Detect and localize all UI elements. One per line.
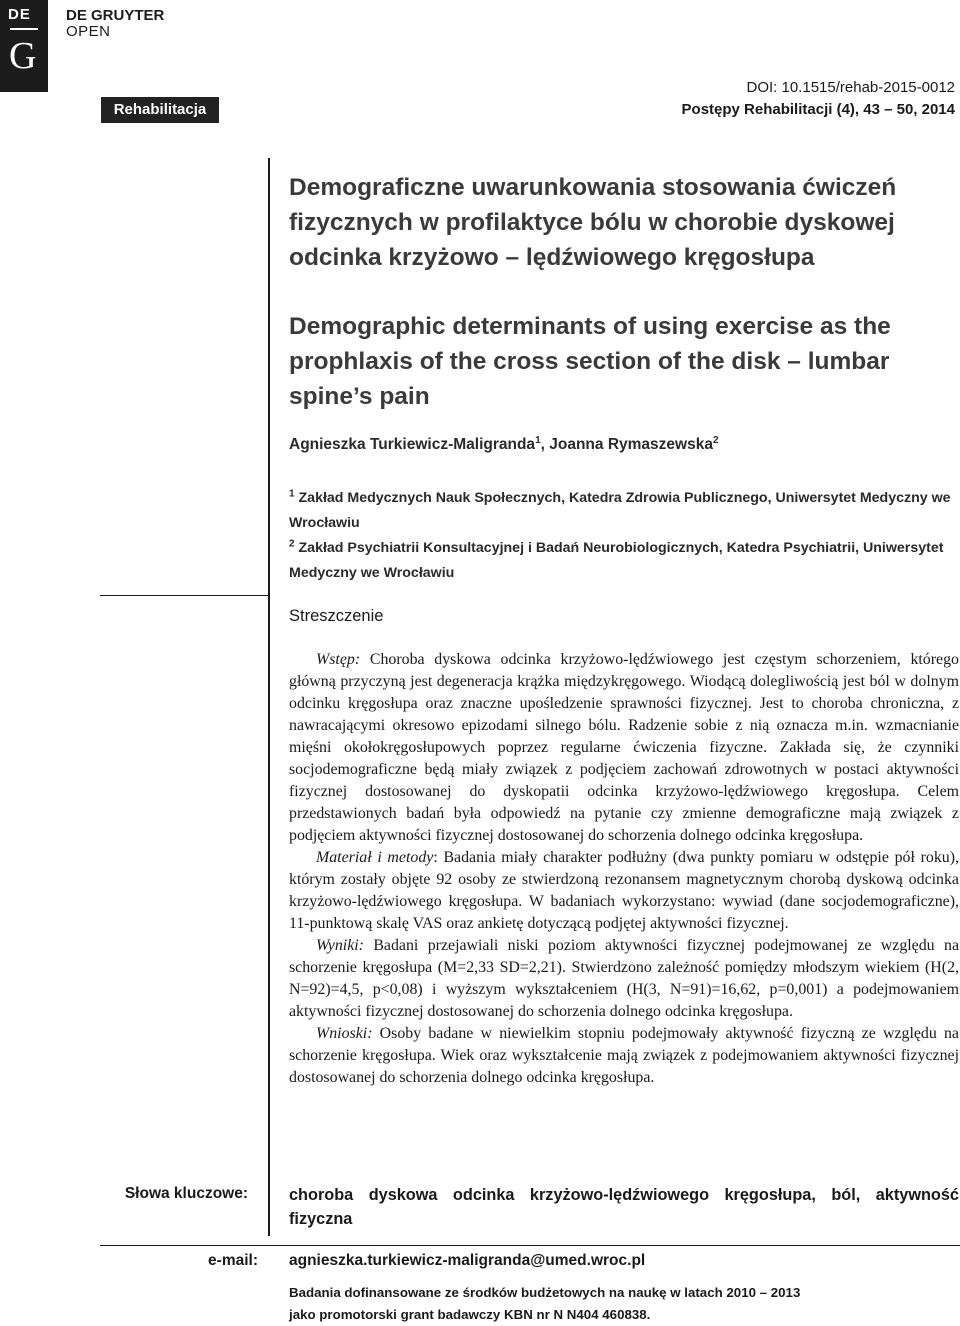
abstract-paragraph bbox=[289, 935, 959, 1023]
affiliation-text: Zakład Psychiatrii Konsultacyjnej i Badań Neurobiologicznych, Katedra Psychiatrii, Uniwersytet Medyczny we Wrocławiu bbox=[289, 540, 944, 581]
affiliation-text: Zakład Medycznych Nauk Społecznych, Katedra Zdrowia Publicznego, Uniwersytet Medyczny we Wrocławiu bbox=[289, 490, 951, 531]
abstract-body bbox=[289, 649, 959, 1089]
affiliation bbox=[289, 536, 959, 586]
abstract-heading: Streszczenie bbox=[289, 607, 384, 625]
vertical-rule bbox=[268, 158, 270, 1236]
abstract-text: : Badania miały charakter podłużny (dwa punkty pomiaru w odstępie pół roku), którym zostały objęte 92 osoby ze stwierdzoną rezonansem magnetycznym chorobą dyskową odcinka krzyżowo-lędźwiowego kręgosłupa. W badaniach wykorzystano: wywiad (dane socjodemograficzne), 11-punktową skalę VAS oraz ankietę dotyczącą podjętej aktywności fizycznej. bbox=[289, 849, 959, 932]
title-line: odcinka krzyżowo – lędźwiowego kręgosłupa bbox=[289, 244, 815, 271]
abstract-paragraph bbox=[289, 649, 959, 847]
email-address[interactable]: agnieszka.turkiewicz-maligranda@umed.wroc.pl bbox=[289, 1252, 646, 1269]
funding-note bbox=[289, 1282, 959, 1326]
title-english bbox=[289, 309, 959, 414]
title-line: spine’s pain bbox=[289, 383, 430, 410]
keywords-label: Słowa kluczowe: bbox=[124, 1185, 248, 1202]
author-sup: 1 bbox=[535, 434, 541, 446]
author-name: Agnieszka Turkiewicz-Maligranda bbox=[289, 436, 536, 453]
abstract-paragraph bbox=[289, 847, 959, 935]
affiliations bbox=[289, 486, 959, 586]
title-line: prophlaxis of the cross section of the disk – lumbar bbox=[289, 348, 890, 375]
bottom-divider bbox=[100, 1245, 960, 1246]
abstract-label: Wstęp: bbox=[316, 651, 361, 668]
abstract-label: Wyniki: bbox=[316, 937, 364, 954]
publisher-name: DE GRUYTER bbox=[66, 7, 165, 24]
left-divider bbox=[100, 595, 268, 596]
author-separator: , bbox=[540, 436, 550, 453]
publisher-logo bbox=[0, 0, 48, 92]
doi: DOI: 10.1515/rehab-2015-0012 bbox=[746, 79, 955, 96]
title-line: Demographic determinants of using exercise as the bbox=[289, 313, 891, 340]
author-name: Joanna Rymaszewska bbox=[549, 436, 713, 453]
keywords-text: choroba dyskowa odcinka krzyżowo-lędźwiowego kręgosłupa, ból, aktywność fizyczna bbox=[289, 1186, 959, 1228]
logo-text: DE bbox=[8, 6, 31, 23]
logo-letter: G bbox=[9, 35, 37, 77]
logo-divider bbox=[10, 28, 38, 30]
abstract-text: Osoby badane w niewielkim stopniu podejmowały aktywność fizyczną ze względu na schorzenie kręgosłupa. Wiek oraz wykształcenie mają związek z podejmowaniem aktywności fizycznej dostosowanej do schorzenia dolnego odcinka kręgosłupa. bbox=[289, 1025, 959, 1086]
journal-reference: Postępy Rehabilitacji (4), 43 – 50, 2014 bbox=[681, 101, 955, 118]
abstract-paragraph bbox=[289, 1023, 959, 1089]
funding-line: jako promotorski grant badawczy KBN nr N N404 460838. bbox=[289, 1307, 651, 1322]
affiliation bbox=[289, 486, 959, 536]
title-line: fizycznych w profilaktyce bólu w chorobie dyskowej bbox=[289, 209, 895, 236]
abstract-text: Badani przejawiali niski poziom aktywności fizycznej podejmowanej ze względu na schorzenie kręgosłupa (M=2,33 SD=2,21). Stwierdzono zależność pomiędzy młodszym wiekiem (H(2, N=92)=4,5, p<0,08) i wyższym wykształceniem (H(3, N=91)=16,62, p=0,001) a podejmowaniem aktywności fizycznej dostosowanej do schorzenia dolnego odcinka kręgosłupa. bbox=[289, 937, 959, 1020]
author-sup: 2 bbox=[712, 434, 719, 446]
title-line: Demograficzne uwarunkowania stosowania ćwiczeń bbox=[289, 174, 897, 201]
funding-line: Badania dofinansowane ze środków budżetowych na naukę w latach 2010 – 2013 bbox=[289, 1285, 801, 1300]
abstract-text: Choroba dyskowa odcinka krzyżowo-lędźwiowego jest częstym schorzeniem, którego główną przyczyną jest degeneracja krążka międzykręgowego. Wiodącą dolegliwością jest ból w dolnym odcinku kręgosłupa oraz znaczne upośledzenie sprawności fizycznej. Jest to choroba chroniczna, z nawracającymi okresowo epizodami silnego bólu. Radzenie sobie z nią oznacza m.in. wzmacnianie mięśni okołokręgosłupowych poprzez regularne ćwiczenia fizyczne. Zakłada się, że czynniki socjodemograficzne będą miały związek z podjęciem zachowań zdrowotnych w postaci aktywności fizycznej dostosowanej do dyskopatii odcinka krzyżowo-lędźwiowego kręgosłupa. Celem przedstawionych badań była odpowiedź na pytanie czy zmienne demograficzne mają związek z podjęciem aktywności fizycznej dostosowanej do schorzenia dolnego odcinka kręgosłupa. bbox=[289, 651, 959, 844]
abstract-label: Materiał i metody bbox=[316, 849, 434, 866]
publisher-subname: OPEN bbox=[66, 23, 111, 40]
section-badge: Rehabilitacja bbox=[101, 97, 219, 123]
authors bbox=[289, 434, 959, 456]
title-polish bbox=[289, 170, 959, 275]
affiliation-sup: 2 bbox=[289, 538, 295, 550]
abstract-label: Wnioski: bbox=[316, 1025, 373, 1042]
email-label: e-mail: bbox=[208, 1252, 258, 1269]
affiliation-sup: 1 bbox=[289, 488, 295, 500]
